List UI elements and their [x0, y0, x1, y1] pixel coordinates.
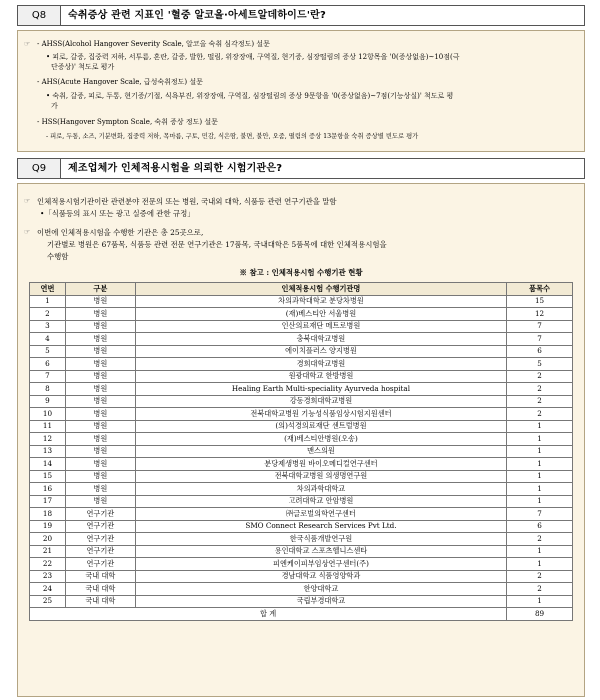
row-institution: 한국식품개발연구원 [135, 533, 506, 546]
table-row [30, 533, 573, 546]
row-item-count: 2 [507, 370, 573, 383]
q8-line-7: - HSS(Hangover Sympton Scale, 숙취 증상 정도) 설문 [37, 118, 218, 126]
row-number: 1 [30, 295, 66, 308]
row-number: 25 [30, 595, 66, 608]
row-category: 국내 대학 [65, 583, 135, 596]
q9-line-3: 이번에 인체적용시험을 수행한 기관은 총 25곳으로, [37, 228, 204, 237]
row-number: 3 [30, 320, 66, 333]
row-number: 7 [30, 370, 66, 383]
q8-line-1: - AHSS(Alcohol Hangover Severity Scale, 알코올 숙취 심각정도) 설문 [37, 40, 270, 48]
table-row [30, 308, 573, 321]
row-institution: 전북대학교병원 의생명연구원 [135, 470, 506, 483]
row-institution: 한양대학교 [135, 583, 506, 596]
table-row [30, 383, 573, 396]
table-row [30, 320, 573, 333]
row-category: 병원 [65, 458, 135, 471]
pointing-hand-icon: ☞ [24, 40, 31, 48]
table-row [30, 333, 573, 346]
q9-line-2: •「식품등의 표시 또는 광고 실증에 관한 규정」 [40, 209, 195, 218]
row-category: 병원 [65, 345, 135, 358]
q9-line-4: 기관별로 병원은 67품목, 식품등 관련 전문 연구기관은 17품목, 국내대학은 5품목에 대한 인체적용시험을 [47, 240, 387, 249]
row-category: 병원 [65, 358, 135, 371]
row-item-count: 7 [507, 508, 573, 521]
total-value: 89 [507, 608, 573, 621]
row-institution: 원광대학교 한방병원 [135, 370, 506, 383]
table-row [30, 445, 573, 458]
row-institution: SMO Connect Research Services Pvt Ltd. [135, 520, 506, 533]
row-institution: (재)베스티안 서울병원 [135, 308, 506, 321]
row-category: 병원 [65, 408, 135, 421]
row-item-count: 1 [507, 545, 573, 558]
row-number: 18 [30, 508, 66, 521]
row-number: 5 [30, 345, 66, 358]
row-item-count: 2 [507, 570, 573, 583]
q8-line-8: - 피로, 두통, 소즈, 기분변화, 집중력 저하, 목마름, 구토, 민감, 식은땀, 불면, 불안, 오줌, 떨림의 증상 13문항을 숙취 증상별 빈도로 평가 [46, 133, 419, 140]
row-item-count: 2 [507, 395, 573, 408]
row-institution: 피엔케이피부임상연구센터(주) [135, 558, 506, 571]
row-institution: Healing Earth Multi-speciality Ayurveda hospital [135, 383, 506, 396]
row-institution: 차의과학대학교 [135, 483, 506, 496]
row-item-count: 1 [507, 420, 573, 433]
row-number: 8 [30, 383, 66, 396]
row-category: 병원 [65, 433, 135, 446]
table-row [30, 295, 573, 308]
q9-number: Q9 [18, 159, 61, 178]
table-row [30, 483, 573, 496]
row-item-count: 1 [507, 445, 573, 458]
row-category: 병원 [65, 495, 135, 508]
row-institution: (재)베스티안병원(오송) [135, 433, 506, 446]
row-category: 병원 [65, 308, 135, 321]
row-institution: ㈜글로벌의학연구센터 [135, 508, 506, 521]
row-item-count: 15 [507, 295, 573, 308]
row-item-count: 7 [507, 320, 573, 333]
row-number: 11 [30, 420, 66, 433]
col-header-count: 품목수 [507, 283, 573, 296]
table-row [30, 395, 573, 408]
row-item-count: 12 [507, 308, 573, 321]
col-header-name: 인체적용시험 수행기관명 [135, 283, 506, 296]
q9-answer-box [17, 183, 585, 697]
q8-line-4: - AHS(Acute Hangover Scale, 급성숙취정도) 설문 [37, 78, 203, 86]
col-header-no: 연번 [30, 283, 66, 296]
q8-line-3: 단증상)' 척도로 평가 [51, 63, 115, 71]
row-category: 연구기관 [65, 533, 135, 546]
row-number: 16 [30, 483, 66, 496]
table-row [30, 595, 573, 608]
row-number: 4 [30, 333, 66, 346]
table-caption: ※ 참고 : 인체적용시험 수행기관 현황 [239, 268, 363, 277]
row-item-count: 1 [507, 458, 573, 471]
row-number: 24 [30, 583, 66, 596]
row-institution: 용인대학교 스포츠헬니스센타 [135, 545, 506, 558]
row-category: 국내 대학 [65, 595, 135, 608]
row-category: 병원 [65, 395, 135, 408]
row-institution: (의)석경의료재단 센트럴병원 [135, 420, 506, 433]
row-item-count: 6 [507, 345, 573, 358]
row-category: 국내 대학 [65, 570, 135, 583]
table-row [30, 345, 573, 358]
row-institution: 인산의료재단 메트로병원 [135, 320, 506, 333]
table-header-row [30, 283, 573, 296]
q9-line-5: 수행함 [47, 252, 69, 261]
row-number: 23 [30, 570, 66, 583]
row-institution: 맨스의원 [135, 445, 506, 458]
col-header-type: 구분 [65, 283, 135, 296]
row-item-count: 1 [507, 483, 573, 496]
table-row [30, 470, 573, 483]
table-row [30, 370, 573, 383]
row-number: 12 [30, 433, 66, 446]
row-item-count: 1 [507, 595, 573, 608]
total-label: 합 계 [30, 608, 507, 621]
row-category: 병원 [65, 333, 135, 346]
row-number: 2 [30, 308, 66, 321]
row-category: 연구기관 [65, 545, 135, 558]
row-number: 14 [30, 458, 66, 471]
row-number: 19 [30, 520, 66, 533]
row-item-count: 6 [507, 520, 573, 533]
table-row [30, 458, 573, 471]
row-institution: 전북대학교병원 기능성식품임상시험지원센터 [135, 408, 506, 421]
row-item-count: 2 [507, 383, 573, 396]
row-category: 병원 [65, 470, 135, 483]
row-institution: 차의과학대학교 분당차병원 [135, 295, 506, 308]
row-number: 6 [30, 358, 66, 371]
table-row [30, 520, 573, 533]
table-row [30, 545, 573, 558]
row-category: 병원 [65, 483, 135, 496]
row-item-count: 1 [507, 495, 573, 508]
table-row [30, 558, 573, 571]
table-row [30, 508, 573, 521]
row-category: 연구기관 [65, 558, 135, 571]
table-row [30, 408, 573, 421]
q9-title: 제조업체가 인체적용시험을 의뢰한 시험기관은? [68, 163, 283, 174]
q8-line-5: • 숙취, 갈증, 피로, 두통, 현기증/기절, 식욕부진, 위장장애, 구역질, 심장떨림의 증상 9문항을 '0(증상없음)~7점(기능상실)' 척도로 평 [46, 92, 454, 100]
q8-number: Q8 [18, 6, 61, 25]
row-number: 22 [30, 558, 66, 571]
row-number: 17 [30, 495, 66, 508]
row-item-count: 1 [507, 470, 573, 483]
table-row [30, 433, 573, 446]
row-item-count: 2 [507, 533, 573, 546]
row-item-count: 5 [507, 358, 573, 371]
q8-line-2: • 피로, 갈증, 집중력 저하, 서투름, 혼란, 갈증, 발한, 떨림, 위장장애, 구역질, 현기증, 심장떨림의 증상 12항목을 '0(증상없음)~10점(극 [46, 53, 460, 61]
row-institution: 에이치플러스 양지병원 [135, 345, 506, 358]
table-row [30, 495, 573, 508]
q9-header [17, 158, 585, 179]
row-category: 병원 [65, 420, 135, 433]
pointing-hand-icon: ☞ [24, 197, 31, 205]
row-category: 연구기관 [65, 508, 135, 521]
table-row [30, 358, 573, 371]
row-institution: 국립부경대학교 [135, 595, 506, 608]
row-item-count: 2 [507, 408, 573, 421]
row-number: 10 [30, 408, 66, 421]
table-total-row [30, 608, 573, 621]
q8-answer-box [17, 30, 585, 152]
row-number: 15 [30, 470, 66, 483]
row-category: 병원 [65, 445, 135, 458]
row-institution: 충북대학교병원 [135, 333, 506, 346]
row-category: 병원 [65, 370, 135, 383]
row-category: 연구기관 [65, 520, 135, 533]
row-institution: 경희대학교병원 [135, 358, 506, 371]
row-institution: 경남대학교 식품영양학과 [135, 570, 506, 583]
row-item-count: 1 [507, 433, 573, 446]
table-row [30, 583, 573, 596]
row-number: 9 [30, 395, 66, 408]
institution-table [29, 282, 573, 621]
table-row [30, 570, 573, 583]
row-category: 병원 [65, 383, 135, 396]
row-institution: 분당제생병원 바이오메디컬연구센터 [135, 458, 506, 471]
row-institution: 고려대학교 안암병원 [135, 495, 506, 508]
row-item-count: 7 [507, 333, 573, 346]
row-category: 병원 [65, 320, 135, 333]
q9-line-1: 인체적용시험기관이란 관련분야 전문의 또는 병원, 국내외 대학, 식품등 관련 연구기관을 말함 [37, 197, 337, 206]
q8-header [17, 5, 585, 26]
row-category: 병원 [65, 295, 135, 308]
q8-line-6: 가 [51, 102, 58, 110]
q8-title: 숙취증상 관련 지표인 '혈중 알코올·아세트알데하이드'란? [68, 10, 327, 21]
pointing-hand-icon: ☞ [24, 228, 31, 236]
table-row [30, 420, 573, 433]
row-number: 21 [30, 545, 66, 558]
row-item-count: 2 [507, 583, 573, 596]
row-number: 13 [30, 445, 66, 458]
row-institution: 강동경희대학교병원 [135, 395, 506, 408]
row-item-count: 1 [507, 558, 573, 571]
row-number: 20 [30, 533, 66, 546]
